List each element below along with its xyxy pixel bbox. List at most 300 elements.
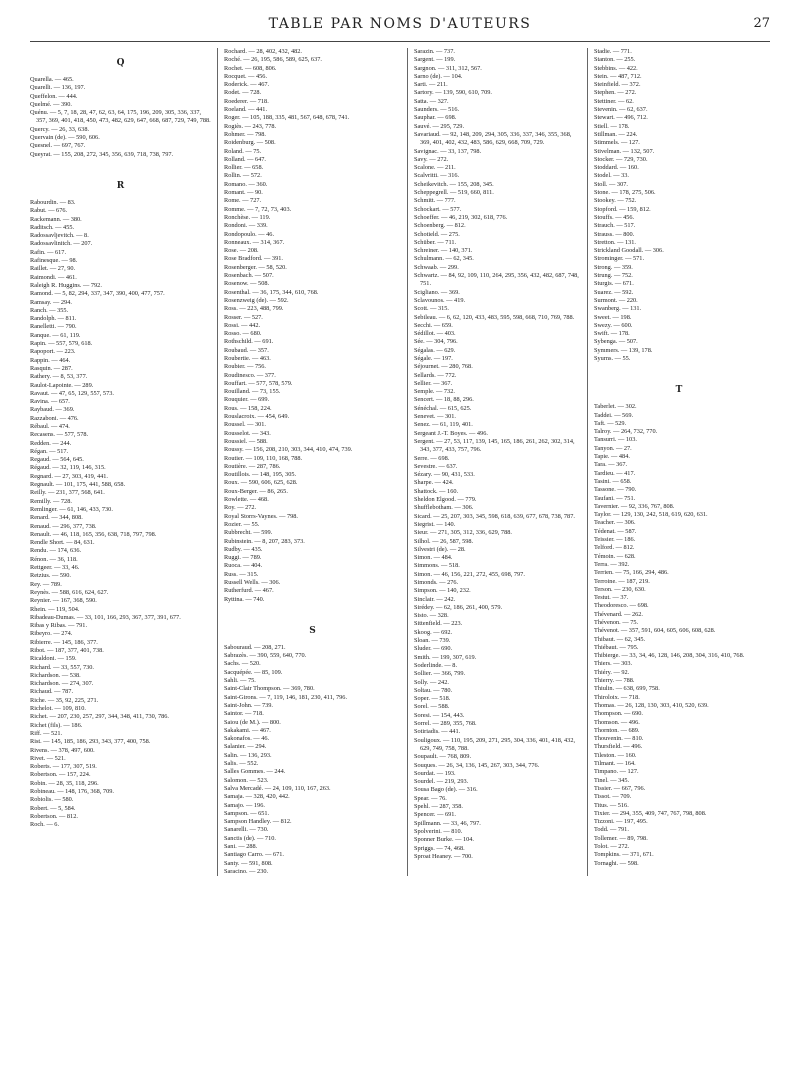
index-entry: Rocquet. — 456.: [224, 72, 268, 80]
index-entry: Rappin. — 464.: [30, 356, 71, 364]
index-entry: Ravaut. — 47, 65, 129, 557, 573.: [30, 389, 114, 397]
index-columns: [30, 48, 770, 876]
index-entry: Thévenot. — 357, 591, 604, 605, 606, 608, 628.: [594, 627, 716, 635]
index-entry: Richardson. — 538.: [30, 671, 81, 679]
index-entry: Spehl. — 287, 358.: [414, 803, 463, 811]
index-entry: Soderlinde. — 8.: [414, 661, 458, 669]
index-entry: Rozier. — 55.: [224, 520, 260, 528]
index-entry: Ribas y Ribas. — 791.: [30, 622, 88, 630]
index-entry: Stoddard. — 160.: [594, 164, 639, 172]
index-entry: Tanyon. — 27.: [594, 444, 632, 452]
index-entry: Ranque. — 61, 119.: [30, 331, 81, 339]
index-entry: Sourdat. — 193.: [414, 769, 456, 777]
index-entry: Roux. — 590, 606, 625, 628.: [224, 479, 298, 487]
index-entry: Rey. — 789.: [30, 580, 62, 588]
index-entry: Robineau. — 148, 176, 368, 709.: [30, 788, 114, 796]
index-entry: Simon. — 484.: [414, 554, 453, 562]
index-entry: Stoll. — 307.: [594, 180, 628, 188]
index-entry: Rogiès. — 243, 778.: [224, 122, 277, 130]
index-entry: Routière. — 287, 786.: [224, 462, 281, 470]
index-entry: Regaud. — 564, 645.: [30, 456, 84, 464]
index-entry: Salles Gommes. — 244.: [224, 768, 286, 776]
index-entry: Rendu. — 174, 636.: [30, 547, 82, 555]
index-entry: Sédillot. — 403.: [414, 330, 456, 338]
index-entry: Rutherfurd. — 467.: [224, 587, 274, 595]
index-entry: Raillet. — 27, 90.: [30, 265, 76, 273]
index-entry: Ranelletti. — 790.: [30, 323, 77, 331]
index-entry: Raimondi. — 461.: [30, 273, 77, 281]
index-entry: Thibaut. — 62, 345.: [594, 635, 646, 643]
index-entry: Saintor. — 718.: [224, 710, 264, 718]
index-entry: Rolland. — 647.: [224, 155, 266, 163]
index-entry: Stone. — 178, 275, 506.: [594, 189, 656, 197]
index-entry: Régaud. — 32, 119, 146, 315.: [30, 464, 106, 472]
index-entry: Simonds. — 276.: [414, 579, 459, 586]
index-entry: Rafinesque. — 98.: [30, 257, 78, 265]
index-entry: Ségale. — 197.: [414, 354, 453, 362]
index-entry: Sarazin. — 737.: [414, 48, 455, 55]
index-entry: Tolot. — 272.: [594, 843, 630, 851]
index-entry: Sacquépée. — 85, 109.: [224, 668, 283, 676]
index-entry: Raleigh R. Huggins. — 792.: [30, 281, 102, 289]
index-entry: Tollemer. — 89, 798.: [594, 834, 648, 842]
index-entry: Sénéchal. — 615, 625.: [414, 404, 472, 412]
index-entry: Souligoux. — 110, 195, 209, 271, 295, 304, 336, 401, 418, 432, 629, 749, 758, 788.: [414, 736, 576, 752]
index-entry: Roderick. — 467.: [224, 81, 270, 89]
index-entry: Tissot. — 709.: [594, 793, 632, 801]
index-entry: Roussiel. — 588.: [224, 437, 268, 445]
index-entry: Randolph. — 811.: [30, 315, 77, 323]
index-entry: Saint-Clair Thompson. — 369, 780.: [224, 685, 315, 693]
index-entry: Sollier. — 366, 799.: [414, 670, 466, 678]
index-entry: Sauvé. — 295, 729.: [414, 122, 465, 130]
section-letter: T: [675, 385, 683, 396]
index-column-3: [408, 48, 588, 876]
index-entry: Spillmann. — 33, 46, 797.: [414, 819, 481, 827]
index-entry: Rollier. — 658.: [224, 164, 264, 172]
index-entry: Secchi. — 659.: [414, 321, 453, 329]
index-entry: Sellards. — 772.: [414, 371, 457, 379]
index-entry: Siegrist. — 140.: [414, 520, 456, 528]
index-entry: Senevet. — 301.: [414, 413, 456, 421]
index-entry: Samajo. — 196.: [224, 801, 265, 809]
index-entry: Quervain (de). — 590, 606.: [30, 134, 100, 142]
index-entry: Satta. — 327.: [414, 97, 449, 105]
index-entry: Schüber. — 711.: [414, 238, 457, 246]
index-entry: Rosenzweig (de). — 592.: [224, 296, 289, 304]
index-entry: Ribeyro. — 274.: [30, 630, 73, 638]
index-entry: Rubinstein. — 8, 207, 283, 373.: [224, 537, 305, 545]
index-entry: Spencer. — 691.: [414, 811, 456, 819]
index-entry: Rondoni. — 339.: [224, 222, 268, 230]
index-entry: Tixier. — 294, 355, 409, 747, 767, 798, 808.: [594, 809, 707, 817]
index-entry: Tara. — 367.: [594, 461, 628, 469]
index-entry: Stouffs. — 456.: [594, 213, 635, 221]
index-entry: Rist. — 145, 185, 186, 293, 343, 377, 400, 758.: [30, 738, 151, 746]
index-entry: Queffelon. — 444.: [30, 92, 78, 100]
index-entry: Sellier. — 367.: [414, 379, 453, 387]
index-entry: Rasquin. — 287.: [30, 364, 73, 372]
index-column-4: [588, 48, 770, 876]
index-entry: Reynier. — 167, 368, 590.: [30, 597, 97, 605]
index-entry: Strickland Goodall. — 306.: [594, 247, 664, 255]
index-entry: Riche. — 35, 92, 225, 271.: [30, 696, 99, 704]
page-header: [30, 16, 770, 38]
section-letter: R: [116, 180, 125, 191]
index-entry: Tinel. — 345.: [594, 776, 630, 784]
index-entry: Roederer. — 718.: [224, 97, 269, 105]
index-entry: Remilly. — 728.: [30, 497, 72, 505]
index-entry: Telford. — 812.: [594, 544, 635, 552]
index-entry: Scheppegrell. — 519, 660, 811.: [414, 189, 494, 197]
index-entry: Quercy. — 26, 33, 638.: [30, 125, 90, 133]
index-entry: Stebbins. — 422.: [594, 64, 638, 72]
index-entry: Salva Mercadé. — 24, 109, 110, 167, 263.: [224, 784, 331, 792]
index-entry: Queyrat. — 155, 208, 272, 345, 356, 639, 718, 738, 797.: [30, 150, 174, 158]
index-entry: Rohmer. — 798.: [224, 130, 266, 138]
index-entry: Taft. — 529.: [594, 419, 627, 427]
index-entry: Theodoresco. — 698.: [594, 602, 649, 610]
index-entry: Richet. — 207, 230, 257, 297, 344, 348, 411, 730, 786.: [30, 713, 169, 721]
index-entry: Thiroloix. — 718.: [594, 693, 640, 701]
index-entry: Schmitt. — 777.: [414, 197, 456, 205]
section-letter: S: [309, 625, 316, 636]
index-entry: Ronneaux. — 314, 367.: [224, 238, 285, 246]
index-entry: Santiago Carro. — 671.: [224, 851, 284, 859]
index-entry: Ronchèse. — 119.: [224, 213, 271, 221]
index-entry: Salanier. — 294.: [224, 743, 267, 751]
index-entry: Richaud. — 787.: [30, 688, 74, 696]
index-entry: Saracino. — 230.: [224, 867, 269, 875]
index-entry: Roland. — 75.: [224, 147, 262, 155]
index-entry: Stillman. — 224.: [594, 130, 638, 138]
index-entry: Tileston. — 160.: [594, 751, 637, 759]
index-entry: Schoenberg. — 812.: [414, 222, 466, 230]
index-entry: Stookey. — 752.: [594, 197, 637, 205]
index-entry: Rivens. — 378, 497, 600.: [30, 746, 95, 754]
index-entry: Sarno (de). — 104.: [414, 72, 463, 80]
index-entry: Remlinger. — 61, 146, 433, 730.: [30, 505, 113, 513]
header-rule: [30, 41, 770, 42]
index-entry: Rivet. — 521.: [30, 754, 66, 762]
index-entry: Ramond. — 5, 82, 294, 337, 347, 390, 400, 477, 757.: [30, 290, 165, 298]
index-entry: Roubier. — 756.: [224, 363, 266, 371]
index-entry: Taddei. — 569.: [594, 411, 634, 419]
index-entry: Rendle Short. — 84, 631.: [30, 539, 95, 547]
index-entry: Savy. — 272.: [414, 155, 449, 163]
index-entry: Roussy. — 156, 208, 210, 303, 344, 410, 474, 739.: [224, 446, 353, 454]
index-entry: Sourdel. — 219, 293.: [414, 778, 469, 786]
index-entry: Rosenow. — 508.: [224, 280, 270, 288]
index-entry: Salin. — 136, 293.: [224, 751, 272, 759]
index-entry: Swanberg. — 131.: [594, 305, 642, 313]
index-entry: Rouilland. — 73, 155.: [224, 388, 281, 396]
index-entry: Tompkins. — 371, 671.: [594, 851, 654, 859]
index-entry: Strominger. — 571.: [594, 255, 645, 263]
index-entry: Razzaboni. — 476.: [30, 414, 79, 422]
index-entry: Rapin. — 557, 579, 618.: [30, 340, 93, 348]
index-entry: Sybenga. — 507.: [594, 338, 638, 346]
index-entry: Stretton. — 131.: [594, 238, 636, 246]
index-entry: Smith. — 199, 307, 619.: [414, 653, 477, 661]
index-entry: Raditsch. — 455.: [30, 223, 75, 231]
index-entry: Sampson. — 651.: [224, 809, 270, 817]
index-entry: Rettgeer. — 33, 46.: [30, 564, 80, 572]
index-entry: Ranch. — 355.: [30, 306, 69, 314]
index-entry: Rosser. — 527.: [224, 313, 263, 321]
index-entry: Sotiriadis. — 441.: [414, 728, 461, 736]
index-entry: Rossi. — 442.: [224, 321, 261, 329]
index-entry: Roberts. — 177, 307, 519.: [30, 763, 97, 771]
index-entry: Strauss. — 800.: [594, 230, 635, 238]
index-entry: Romant. — 90.: [224, 189, 263, 197]
index-entry: Teissier. — 186.: [594, 536, 636, 544]
index-entry: Savariaud. — 92, 148, 209, 294, 305, 336, 337, 346, 355, 368, 369, 401, 402, 432, 483, 586, 629, 668, 709, 729.: [414, 130, 572, 147]
index-column-2: [218, 48, 408, 876]
index-entry: Titus. — 516.: [594, 801, 629, 809]
index-entry: Renaud. — 296, 377, 738.: [30, 522, 97, 530]
index-entry: Teacher. — 306.: [594, 519, 636, 527]
index-entry: Simmons. — 518.: [414, 562, 460, 570]
index-entry: Rhein. — 119, 504.: [30, 605, 80, 613]
index-entry: Ryttina. — 740.: [224, 595, 265, 603]
index-entry: Rosenthal. — 36, 175, 344, 610, 768.: [224, 288, 319, 296]
index-entry: Ribot. — 187, 377, 401, 738.: [30, 647, 104, 654]
index-entry: Roch. — 6.: [30, 821, 60, 829]
index-entry: Retzius. — 590.: [30, 572, 71, 580]
index-entry: Rous. — 158, 224.: [224, 404, 272, 412]
index-entry: Tapie. — 484.: [594, 453, 630, 461]
index-entry: Robertson. — 157, 224.: [30, 771, 91, 779]
index-entry: Quénu. — 5, 7, 18, 28, 47, 62, 63, 64, 175, 196, 209, 305, 336, 337, 357, 369, 401, 418, 450, 473, 482, 629, 647, 668, 687, 729, 749, 788.: [30, 109, 211, 125]
index-entry: Rabourdin. — 83.: [30, 198, 76, 206]
index-entry: Taufani. — 751.: [594, 494, 636, 502]
index-entry: Schreiner. — 140, 371.: [414, 247, 473, 255]
index-entry: Rackemann. — 380.: [30, 215, 82, 223]
index-entry: Tavernier. — 92, 336, 767, 808.: [594, 502, 675, 510]
index-entry: Thévenon. — 75.: [594, 619, 639, 626]
index-entry: Richard. — 33, 557, 730.: [30, 663, 95, 671]
index-entry: Syurns. — 55.: [594, 354, 631, 362]
index-entry: Régan. — 517.: [30, 447, 69, 455]
index-entry: Saiou (de M.). — 800.: [224, 718, 281, 726]
index-entry: Routier. — 109, 110, 168, 788.: [224, 454, 303, 462]
index-entry: Strung. — 752.: [594, 272, 633, 280]
index-entry: Swezy. — 600.: [594, 321, 633, 329]
section-letter: Q: [116, 58, 125, 68]
index-entry: Santy. — 591, 808.: [224, 859, 273, 867]
index-entry: Terson. — 230, 630.: [594, 585, 646, 593]
index-entry: Sluder. — 690.: [414, 645, 453, 653]
index-entry: Salomon. — 523.: [224, 776, 269, 784]
index-entry: Roché. — 26, 195, 586, 589, 625, 637.: [224, 56, 322, 64]
index-entry: Sampson Handley. — 812.: [224, 818, 292, 826]
index-entry: Testut. — 37.: [594, 594, 629, 602]
index-entry: Stettiner. — 62.: [594, 97, 634, 105]
index-entry: Rébaul. — 474.: [30, 422, 70, 430]
index-entry: Thiulin. — 638, 699, 758.: [594, 685, 660, 693]
index-entry: Silhol. — 26, 587, 598.: [414, 537, 474, 545]
index-entry: Stopford. — 159, 812.: [594, 205, 651, 213]
index-entry: Sabouraud. — 208, 271.: [224, 643, 286, 651]
index-entry: Ricaldoni. — 159.: [30, 655, 77, 663]
index-entry: Saunders. — 516.: [414, 106, 460, 114]
index-entry: Souques. — 26, 34, 136, 145, 267, 303, 344, 776.: [414, 761, 540, 769]
index-entry: Sargnon. — 311, 312, 567.: [414, 64, 482, 72]
page-number: 27: [753, 16, 770, 31]
index-entry: Rollin. — 572.: [224, 172, 262, 180]
index-entry: Semple. — 732.: [414, 388, 455, 396]
index-entry: Sousa Bago (de). — 316.: [414, 786, 478, 794]
index-entry: Rouslacroix. — 454, 649.: [224, 413, 290, 421]
index-entry: Rome. — 727.: [224, 197, 262, 205]
index-entry: Rouffart. — 577, 578, 579.: [224, 379, 293, 387]
index-entry: Roubaud. — 357.: [224, 346, 269, 354]
index-entry: Ségalas. — 629.: [414, 346, 456, 354]
index-entry: Soper. — 518.: [414, 695, 451, 703]
index-entry: Roudinesco. — 377.: [224, 371, 276, 379]
index-entry: Spear. — 76.: [414, 794, 447, 802]
index-entry: Sisto. — 328.: [414, 612, 449, 620]
index-entry: Rafin. — 617.: [30, 248, 67, 256]
index-entry: Sergent. — 27, 53, 117, 139, 145, 165, 186, 261, 262, 302, 314, 343, 377, 433, 757, 796.: [414, 437, 575, 454]
index-entry: Richelot. — 109, 810.: [30, 705, 86, 713]
index-entry: Stevenin. — 62, 637.: [594, 106, 648, 114]
index-entry: Tardieu. — 417.: [594, 469, 636, 477]
index-entry: Thomas. — 26, 128, 130, 303, 410, 520, 639.: [594, 701, 709, 709]
index-entry: Sarti. — 211.: [414, 81, 448, 89]
index-entry: Richardson. — 274, 307.: [30, 680, 94, 688]
index-entry: Ruggi. — 789.: [224, 554, 262, 562]
index-entry: Soupault. — 768, 809.: [414, 753, 472, 761]
index-entry: Terrien. — 75, 166, 294, 486.: [594, 569, 669, 577]
index-entry: Stodel. — 33.: [594, 172, 629, 180]
index-entry: Scalvritti. — 316.: [414, 172, 460, 180]
index-column-1: [30, 48, 218, 876]
index-entry: Ruoca. — 404.: [224, 562, 263, 570]
index-entry: Russ. — 315.: [224, 570, 259, 578]
index-entry: Radossavlinitch. — 207.: [30, 240, 93, 248]
index-entry: Sorrel. — 289, 355, 768.: [414, 720, 477, 728]
index-entry: Thouvenin. — 810.: [594, 735, 644, 743]
index-entry: Simpson. — 140, 232.: [414, 587, 471, 595]
index-entry: Sponner Burke. — 104.: [414, 836, 474, 844]
index-entry: Savignac. — 33, 137, 798.: [414, 147, 482, 155]
index-entry: Sanctis (de). — 710.: [224, 834, 276, 842]
index-entry: Strong. — 359.: [594, 263, 633, 271]
index-entry: Strauch. — 517.: [594, 222, 636, 230]
index-entry: Timpano. — 127.: [594, 768, 639, 776]
index-entry: Stewart. — 496, 712.: [594, 114, 648, 122]
index-entry: Spolverini. — 810.: [414, 827, 463, 835]
index-entry: Sclavounos. — 419.: [414, 296, 466, 304]
index-entry: Rudby. — 435.: [224, 545, 263, 553]
index-entry: Samaja. — 328, 420, 442.: [224, 793, 290, 801]
index-entry: Taberlet. — 302.: [594, 403, 637, 411]
index-entry: Rathery. — 8, 53, 377.: [30, 373, 88, 381]
index-entry: Scigliano. — 369.: [414, 288, 460, 296]
index-entry: Stiell. — 178.: [594, 122, 630, 130]
index-entry: Sabrazès. — 390, 559, 640, 770.: [224, 652, 307, 660]
index-entry: Tizzoni. — 197, 495.: [594, 818, 648, 826]
index-entry: Ross. — 223, 488, 799.: [224, 305, 284, 313]
index-entry: Schulmann. — 62, 345.: [414, 255, 474, 263]
index-entry: Stocker. — 729, 730.: [594, 155, 648, 163]
index-entry: Soltau. — 780.: [414, 686, 453, 694]
index-entry: Quesnel. — 697, 767.: [30, 142, 86, 150]
index-entry: Sahli. — 75.: [224, 677, 256, 685]
index-entry: Sebileau. — 6, 62, 120, 433, 483, 595, 598, 668, 710, 769, 788.: [414, 313, 575, 321]
index-entry: Scheikevitch. — 155, 208, 345.: [414, 180, 494, 188]
index-entry: Terra. — 392.: [594, 560, 630, 568]
index-entry: Simon. — 46, 156, 221, 272, 455, 698, 797.: [414, 570, 525, 578]
index-entry: Sartory. — 139, 590, 610, 709.: [414, 89, 492, 97]
index-entry: Saint-Girons. — 7, 119, 146, 181, 230, 411, 796.: [224, 693, 348, 701]
index-entry: Thiers. — 303.: [594, 660, 633, 668]
index-entry: Rosenberger. — 58, 520.: [224, 263, 287, 271]
index-entry: Sieur. — 271, 305, 312, 336, 629, 788.: [414, 529, 512, 537]
index-entry: Regnault. — 101, 175, 441, 588, 658.: [30, 481, 126, 489]
index-entry: Schotield. — 275.: [414, 230, 460, 238]
index-entry: Romano. — 360.: [224, 180, 268, 188]
index-entry: Sauphar. — 698.: [414, 114, 457, 122]
index-entry: Ravina. — 657.: [30, 398, 70, 406]
index-entry: Shattock. — 160.: [414, 487, 459, 495]
index-entry: Tissier. — 667, 796.: [594, 784, 646, 792]
index-entry: Ribierre. — 145, 186, 377.: [30, 638, 98, 646]
index-entry: Schockart. — 577.: [414, 205, 462, 213]
index-entry: Soresi. — 154, 443.: [414, 711, 465, 719]
index-entry: Sproat Heaney. — 700.: [414, 852, 473, 860]
index-entry: Suarez. — 592.: [594, 288, 634, 296]
index-entry: Steinfield. — 372.: [594, 81, 641, 89]
index-entry: Robert. — 5, 584.: [30, 804, 76, 812]
index-entry: Senez. — 61, 119, 401.: [414, 421, 473, 429]
index-entry: Roidenburg. — 508.: [224, 139, 276, 147]
index-entry: Roger. — 105, 188, 335, 481, 567, 648, 678, 741.: [224, 114, 350, 122]
index-entry: Todd. — 791.: [594, 826, 629, 834]
index-entry: Thévenard. — 262.: [594, 610, 643, 618]
index-entry: Surmont. — 220.: [594, 296, 638, 304]
index-entry: Stadie. — 771.: [594, 48, 632, 55]
index-entry: Schwaab. — 299.: [414, 263, 459, 271]
index-entry: Royal Storrs-Vaynes. — 798.: [224, 512, 298, 520]
index-entry: Roeland. — 441.: [224, 106, 268, 114]
index-entry: Thibierge. — 33, 34, 46, 128, 146, 208, 304, 316, 410, 768.: [594, 652, 745, 660]
index-entry: Sakonafos. — 46.: [224, 735, 270, 743]
index-entry: Terroine. — 187, 219.: [594, 577, 650, 585]
index-entry: Rothschild. — 691.: [224, 338, 274, 346]
index-entry: Silvestri (de). — 28.: [414, 545, 466, 553]
index-entry: Taylor. — 129, 130, 242, 518, 619, 620, 631.: [594, 511, 708, 519]
index-entry: Renard. — 344, 808.: [30, 514, 83, 522]
index-entry: Romme. — 7, 72, 73, 403.: [224, 205, 292, 213]
index-entry: Tédenat. — 587.: [594, 527, 637, 535]
index-entry: Saint-John. — 739.: [224, 701, 273, 709]
index-entry: Symmers. — 139, 178.: [594, 346, 653, 354]
index-entry: Robin. — 28, 35, 118, 296.: [30, 779, 99, 787]
index-entry: Ramsay. — 294.: [30, 298, 72, 306]
index-entry: Stein. — 487, 712.: [594, 72, 642, 80]
index-entry: Salis. — 552.: [224, 760, 259, 768]
index-entry: Regnard. — 27, 303, 419, 441.: [30, 472, 109, 480]
index-entry: Rondopoulo. — 46.: [224, 230, 275, 238]
index-entry: Richet (fils). — 186.: [30, 721, 83, 729]
index-entry: Rosso. — 680.: [224, 330, 262, 338]
index-entry: Rénon. — 36, 118.: [30, 555, 78, 563]
index-entry: Sittenfield. — 223.: [414, 620, 463, 628]
index-entry: Sée. — 304, 796.: [414, 338, 458, 346]
